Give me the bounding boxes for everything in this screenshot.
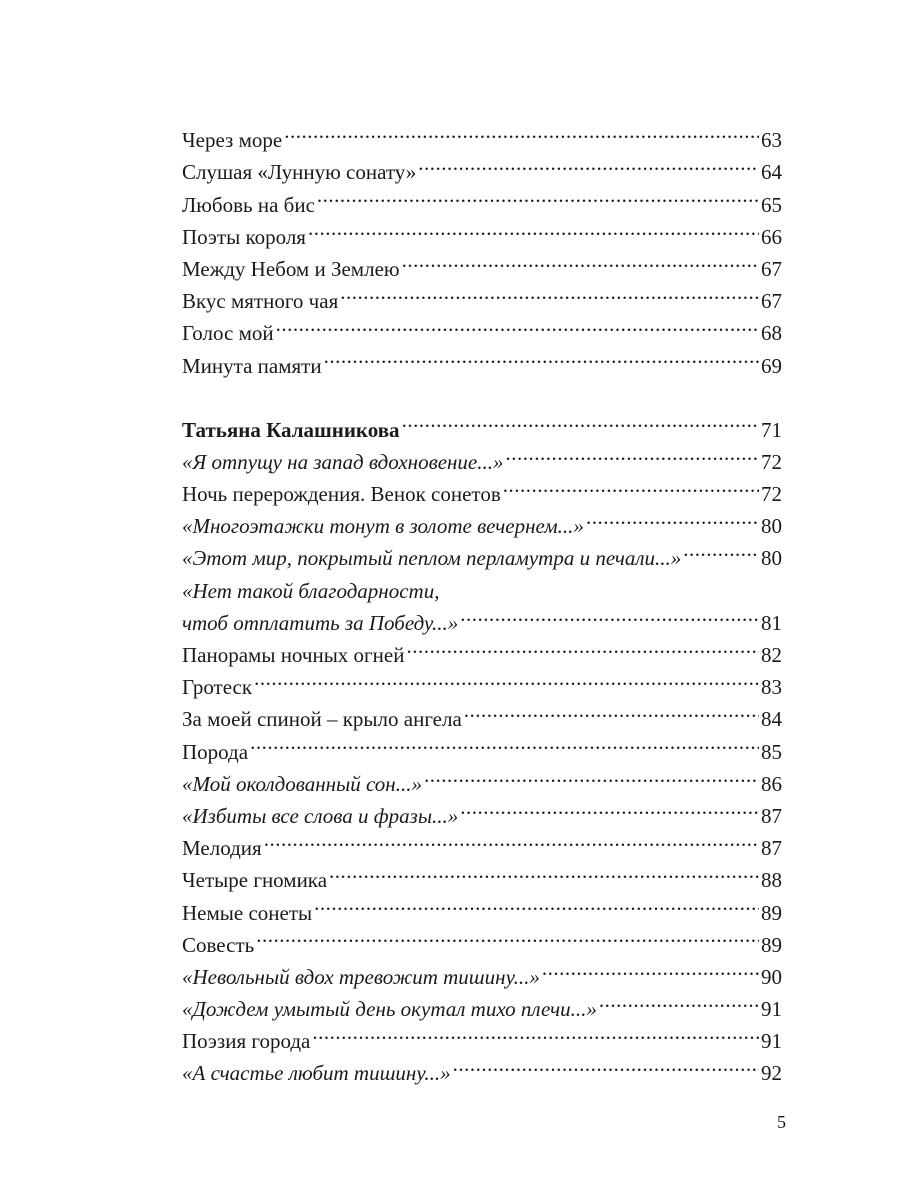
toc-entry-title: «Нет такой благодарности, — [182, 578, 440, 603]
dot-leader — [683, 533, 759, 565]
toc-entry-title: Татьяна Калашникова — [182, 417, 400, 442]
dot-leader — [250, 726, 759, 758]
toc-entry-page: 80 — [761, 514, 782, 539]
dot-leader — [453, 1048, 759, 1080]
toc-entry-title: Мелодия — [182, 836, 262, 861]
dot-leader — [542, 952, 759, 984]
dot-leader — [329, 855, 759, 887]
toc-entry-title: Любовь на бис — [182, 192, 315, 217]
dot-leader — [340, 276, 759, 308]
dot-leader — [314, 887, 759, 919]
toc-entry-page: 91 — [761, 997, 782, 1022]
toc-entry-page: 72 — [761, 449, 782, 474]
dot-leader — [312, 1016, 759, 1048]
dot-leader — [586, 501, 759, 533]
toc-entry-page: 69 — [761, 353, 782, 378]
toc-entry-title: Голос мой — [182, 321, 274, 346]
toc-entry-title: «Многоэтажки тонут в золоте вечернем...» — [182, 514, 584, 539]
toc-entry — [182, 694, 782, 732]
toc-entry-page: 89 — [761, 900, 782, 925]
toc-entry-title: Немые сонеты — [182, 900, 313, 925]
toc-entry-page: 65 — [761, 192, 782, 217]
dot-leader — [503, 469, 759, 501]
toc-entry-page: 91 — [761, 1029, 782, 1054]
toc-entry-page: 90 — [761, 964, 782, 989]
toc-author-entry — [182, 405, 782, 442]
toc-entry — [182, 952, 782, 989]
dot-leader — [464, 694, 759, 726]
toc-entry-title: «Мой околдованный сон...» — [182, 771, 422, 796]
toc-entry-title: «Я отпущу на запад вдохновение...» — [182, 449, 504, 474]
toc-entry — [182, 115, 782, 153]
toc-entry-title: Четыре гномика — [182, 868, 328, 893]
table-of-contents — [182, 115, 782, 1086]
dot-leader — [460, 598, 759, 630]
dot-leader — [418, 147, 759, 179]
dot-leader — [599, 984, 759, 1016]
toc-entry-title: «Дождем умытый день окутал тихо плечи...» — [182, 997, 597, 1022]
toc-entry-title: Поэты короля — [182, 224, 306, 249]
dot-leader — [402, 405, 759, 437]
toc-entry-page: 92 — [761, 1061, 782, 1086]
toc-entry-title: «Этот мир, покрытый пеплом перламутра и печали...» — [182, 546, 682, 571]
dot-leader — [506, 437, 759, 469]
toc-entry-page: 85 — [761, 739, 782, 764]
toc-entry-page: 67 — [761, 289, 782, 314]
dot-leader — [441, 565, 780, 597]
toc-entry-title: Поэзия города — [182, 1029, 311, 1054]
toc-entry-page: 87 — [761, 836, 782, 861]
dot-leader — [264, 823, 759, 855]
dot-leader — [284, 115, 759, 147]
toc-entry-title: Минута памяти — [182, 353, 322, 378]
toc-entry — [182, 759, 782, 796]
dot-leader — [402, 244, 759, 276]
toc-entry-page: 81 — [761, 610, 782, 635]
toc-entry-page: 63 — [761, 128, 782, 153]
dot-leader — [256, 920, 759, 952]
toc-entry — [182, 726, 782, 764]
dot-leader — [254, 662, 759, 694]
toc-entry-title: Совесть — [182, 932, 255, 957]
toc-entry-page: 71 — [761, 417, 782, 442]
dot-leader — [276, 308, 759, 340]
toc-entry-title: Вкус мятного чая — [182, 289, 339, 314]
toc-entry — [182, 855, 782, 893]
toc-entry-title: чтоб отплатить за Победу...» — [182, 610, 459, 635]
toc-entry-page: 82 — [761, 643, 782, 667]
toc-entry-page: 66 — [761, 224, 782, 249]
toc-entry-page: 83 — [761, 675, 782, 700]
dot-leader — [317, 179, 759, 211]
toc-entry-page: 84 — [761, 707, 782, 732]
toc-entry-page: 87 — [761, 803, 782, 828]
dot-leader — [424, 759, 759, 791]
toc-entry-page: 88 — [761, 868, 782, 893]
dot-leader — [406, 630, 759, 662]
toc-entry-title: За моей спиной – крыло ангела — [182, 707, 462, 732]
toc-entry-page: 86 — [761, 771, 782, 796]
toc-entry-title: Панорамы ночных огней — [182, 643, 405, 667]
toc-entry-page: 67 — [761, 256, 782, 281]
toc-entry-title: Гротеск — [182, 675, 253, 700]
toc-entry-title: Слушая «Лунную сонату» — [182, 160, 417, 185]
toc-entry-title: Порода — [182, 739, 249, 764]
toc-entry-title: «Избиты все слова и фразы...» — [182, 803, 459, 828]
toc-entry-page: 89 — [761, 932, 782, 957]
toc-entry-title: Через море — [182, 128, 283, 153]
dot-leader — [460, 791, 759, 823]
toc-entry-page: 80 — [761, 546, 782, 571]
toc-entry — [182, 662, 782, 700]
dot-leader — [324, 340, 759, 372]
page-number: 5 — [777, 1112, 786, 1132]
toc-entry-page: 72 — [761, 482, 782, 507]
toc-entry-title: Между Небом и Землею — [182, 256, 400, 281]
toc-entry-title: «А счастье любит тишину...» — [182, 1061, 451, 1086]
toc-entry-page: 68 — [761, 321, 782, 346]
toc-entry — [182, 823, 782, 861]
toc-entry-title: «Невольный вдох тревожит тишину...» — [182, 964, 540, 989]
toc-entry-page: 64 — [761, 160, 782, 185]
toc-entry — [182, 920, 782, 957]
toc-entry-title: Ночь перерождения. Венок сонетов — [182, 482, 501, 507]
dot-leader — [308, 212, 759, 244]
